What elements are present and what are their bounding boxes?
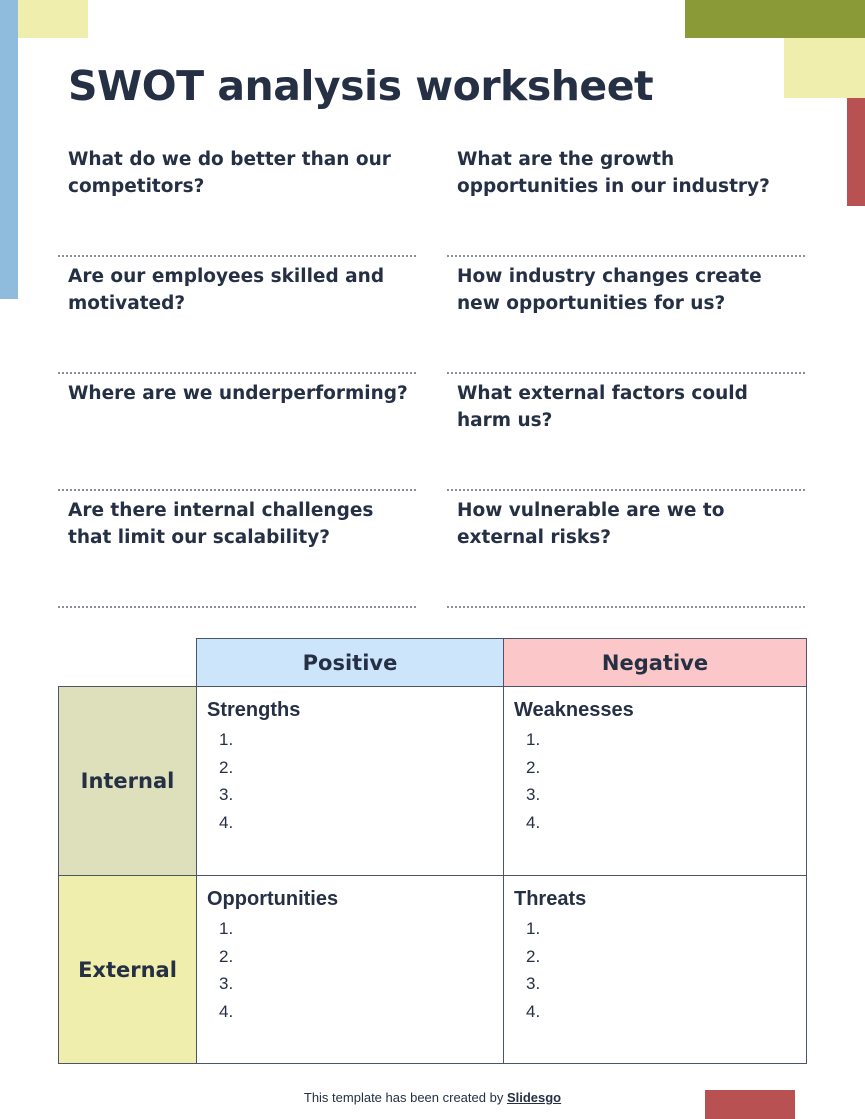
deco-red-right — [847, 98, 865, 206]
list-item: 2. — [526, 757, 541, 777]
list-item: 4. — [219, 812, 234, 832]
question-row[interactable] — [58, 491, 416, 608]
list-item: 1. — [219, 730, 234, 749]
question-text: Are there internal challenges that limit our scalability? — [68, 500, 374, 548]
list-item: 4. — [219, 1001, 234, 1021]
question-text: What external factors could harm us? — [457, 383, 748, 431]
positive-header: Positive — [196, 638, 503, 686]
list-item: 1. — [219, 919, 234, 938]
internal-header: Internal — [58, 686, 196, 875]
swot-table — [58, 638, 807, 1064]
weaknesses-cell[interactable] — [503, 686, 807, 875]
slidesgo-link[interactable]: Slidesgo — [506, 1090, 562, 1105]
question-row[interactable] — [58, 140, 416, 257]
list-item: 4. — [526, 1001, 541, 1021]
negative-header: Negative — [503, 638, 807, 686]
deco-yellow-top-left — [18, 0, 88, 38]
question-row[interactable] — [447, 491, 805, 608]
table-corner — [58, 638, 196, 686]
question-row[interactable] — [447, 257, 805, 374]
page-title: SWOT analysis worksheet — [68, 62, 654, 110]
strengths-list — [207, 726, 503, 836]
list-item: 2. — [219, 757, 234, 777]
list-item: 2. — [526, 946, 541, 966]
opportunities-list — [207, 915, 503, 1025]
question-text: How vulnerable are we to external risks? — [457, 500, 725, 548]
question-row[interactable] — [447, 140, 805, 257]
weaknesses-list — [514, 726, 806, 836]
opportunities-cell[interactable] — [196, 875, 503, 1064]
question-row[interactable] — [58, 257, 416, 374]
threats-cell[interactable] — [503, 875, 807, 1064]
deco-yellow-top-right — [784, 38, 865, 98]
list-item: 1. — [526, 730, 541, 749]
opportunities-title: Opportunities — [207, 888, 339, 910]
strengths-cell[interactable] — [196, 686, 503, 875]
list-item: 4. — [526, 812, 541, 832]
question-text: What do we do better than our competitors? — [68, 149, 391, 197]
list-item: 3. — [526, 785, 541, 804]
question-row[interactable] — [447, 374, 805, 491]
list-item: 3. — [219, 785, 234, 804]
question-text: How industry changes create new opportunities for us? — [457, 266, 762, 314]
questions-left-column — [58, 140, 416, 608]
list-item: 2. — [219, 946, 234, 966]
threats-list — [514, 915, 806, 1025]
external-header: External — [58, 875, 196, 1064]
list-item: 1. — [526, 919, 541, 938]
weaknesses-title: Weaknesses — [514, 699, 634, 721]
question-text: Where are we underperforming? — [68, 383, 408, 404]
questions-right-column — [447, 140, 805, 608]
strengths-title: Strengths — [207, 699, 301, 721]
list-item: 3. — [526, 974, 541, 993]
footer-text: This template has been created by — [303, 1090, 507, 1105]
threats-title: Threats — [514, 888, 587, 910]
deco-olive-top-right — [685, 0, 865, 38]
deco-blue-bar — [0, 0, 18, 299]
question-text: Are our employees skilled and motivated? — [68, 266, 385, 314]
question-text: What are the growth opportunities in our industry? — [457, 149, 770, 197]
question-row[interactable] — [58, 374, 416, 491]
footer-credit — [0, 1090, 865, 1105]
list-item: 3. — [219, 974, 234, 993]
